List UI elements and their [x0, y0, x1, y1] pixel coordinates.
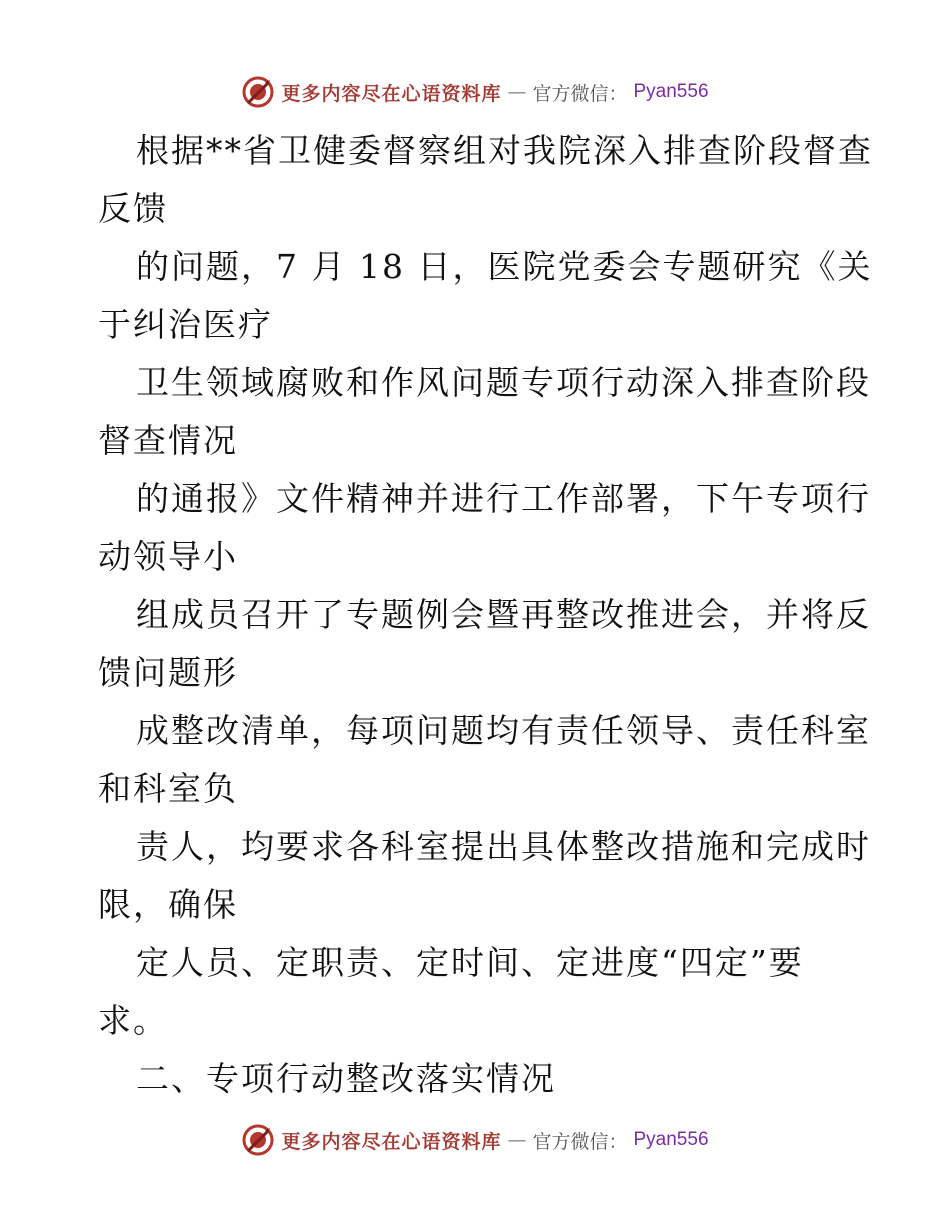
- text-line: 责人，均要求各科室提出具体整改措施和完成时: [136, 827, 871, 866]
- footer-brand-text: 更多内容尽在心语资料库: [281, 1130, 502, 1153]
- header-wechat-label: 官方微信：: [532, 82, 628, 105]
- text-line: 督查情况: [98, 421, 238, 460]
- header-wechat-id: Pyan556: [633, 81, 709, 102]
- footer-wechat-label: 官方微信：: [532, 1130, 628, 1153]
- text-line: 成整改清单，每项问题均有责任领导、责任科室: [136, 711, 871, 750]
- text-line: 组成员召开了专题例会暨再整改推进会，并将反: [136, 595, 871, 634]
- text-line: 于纠治医疗: [98, 305, 273, 344]
- text-line: 反馈: [98, 189, 168, 228]
- red-seal-pen-icon: [241, 75, 275, 109]
- section-heading: 二、专项行动整改落实情况: [136, 1059, 556, 1098]
- text-line: 动领导小: [98, 537, 238, 576]
- text-line: 馈问题形: [98, 653, 238, 692]
- document-body: [98, 122, 873, 1108]
- footer-wechat-id: Pyan556: [633, 1129, 709, 1150]
- text-line: 的通报》文件精神并进行工作部署，下午专项行: [136, 479, 871, 518]
- text-line: 根据**省卫健委督察组对我院深入排查阶段督查: [136, 131, 873, 170]
- text-line: 限，确保: [98, 885, 238, 924]
- red-seal-pen-icon: [241, 1123, 275, 1157]
- header-brand-text: 更多内容尽在心语资料库: [281, 82, 502, 105]
- footer-separator: —: [507, 1129, 527, 1151]
- header-banner: [0, 72, 950, 112]
- footer-banner: [0, 1120, 950, 1160]
- text-line: 的问题，7 月 18 日，医院党委会专题研究《关: [136, 247, 873, 286]
- text-line: 求。: [98, 1001, 168, 1040]
- text-line: 卫生领域腐败和作风问题专项行动深入排查阶段: [136, 363, 871, 402]
- header-separator: —: [507, 81, 527, 103]
- text-line: 定人员、定职责、定时间、定进度“四定”要: [136, 943, 804, 982]
- text-line: 和科室负: [98, 769, 238, 808]
